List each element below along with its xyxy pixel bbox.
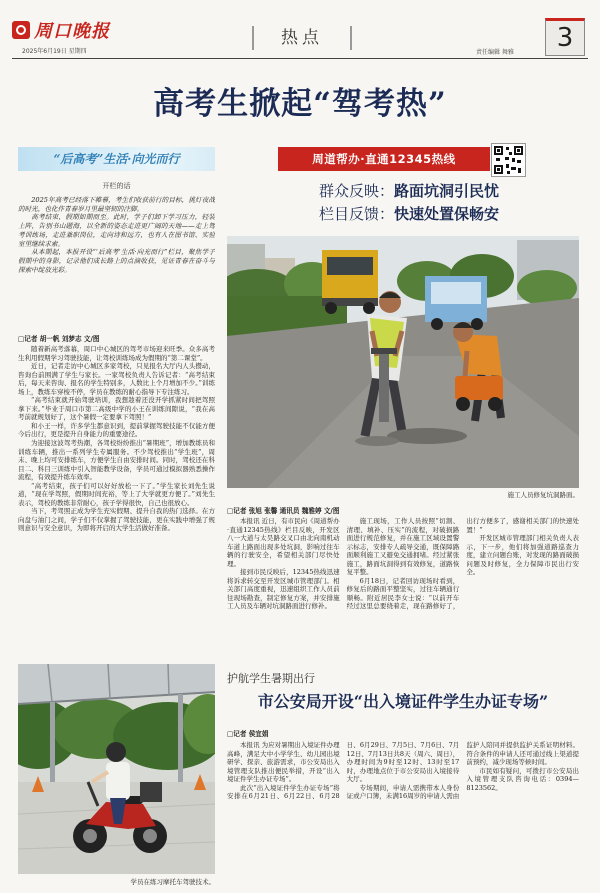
intro-paragraph: 2025年高考已经落下帷幕，考生们收获前行的目标，挑灯夜战的时光，也化作青春岁月里最坚韧的注脚。 — [18, 196, 215, 213]
page-number: 3 — [545, 18, 585, 56]
feedback-title: 快速处置保畅安 — [394, 205, 500, 223]
photo-caption: 施工人员修复坑洞路面。 — [507, 491, 579, 499]
qr-code-icon — [491, 143, 526, 177]
main-headline: 高考生掀起“驾考热” — [153, 86, 447, 122]
article-body — [227, 741, 579, 854]
article-kicker: 护航学生暑期出行 — [227, 672, 315, 685]
issue-date: 2025年6月19日 星期四 — [22, 48, 87, 55]
section-title: 热点 — [252, 26, 352, 50]
article-headline: 市公安局开设“出入境证件学生办证专场” — [257, 692, 549, 711]
motorcycle-training-photo — [18, 664, 215, 874]
feedback-label: 栏目反馈： — [318, 205, 394, 223]
report-label: 群众反映： — [318, 182, 394, 200]
body-paragraph: 和小王一样，许多学生都意识到，提前掌握驾驶技能不仅能方便今后出行，更是提升自身能力的重要途径。 — [18, 421, 215, 439]
report-title: 路面坑洞引民忧 — [394, 182, 500, 200]
body-paragraph: 近日，记者走访中心城区多家驾校，只见报名大厅内人头攒动，咨询台前围满了学生与家长。一家驾校负责人告诉记者：“高考结束后，每天来咨询、报名的学生特别多，人数比上个月增加不少。”训练场上，教练车穿梭不停，学员在教练的耐心指导下专注练习。 — [18, 362, 215, 396]
logo-icon — [12, 21, 30, 39]
body-paragraph: “高考结束就开始驾驶培训，我想趁着还没开学抓紧时间把驾照拿下来。”毕业于周口市第二高级中学的小王在训练间隙说，“我在高考前就规划好了，这个暑假一定要拿下驾照！” — [18, 396, 215, 422]
hotline-banner: 周道帮办·直通12345热线 — [278, 147, 490, 171]
body-paragraph: 专场期间，申请人需携带本人身份证或户口簿，未满16周岁的申请人需由监护人陪同并提供监护关系证明材料。符合条件的申请人还可通过线上渠道提前预约，减少现场等候时间。 — [346, 741, 579, 801]
column-intro-title: 开栏的话 — [102, 182, 131, 190]
intro-paragraph: 高考结束，假期如期而至。此时，学子们卸下学习压力，轻装上阵，告别书山题海，以全新的姿态走进更广阔的天地——走上驾考训练场，走进兼职岗位，走向诗和远方，也有人在图书馆、实验室里继续求索。 — [18, 213, 215, 248]
body-paragraph: 本报讯 为应对暑期出入境证件办理高峰，满足大中小学学生、幼儿园出境研学、探亲、旅游需求，市公安局出入境管理支队推出便民举措，开设“出入境证件学生办证专场”。 — [227, 741, 340, 784]
article-body — [18, 345, 215, 658]
article-byline: □记者 侯宜娟 — [227, 730, 269, 738]
road-repair-photo — [227, 236, 579, 488]
body-paragraph: 随着新高考落幕，周口中心城区的驾考市场迎来旺季。众多高考生利用假期学习驾驶技能，让驾校训练场成为假期的“第二课堂”。 — [18, 345, 215, 362]
header-divider — [12, 58, 588, 59]
column-banner: “后高考”生活·向光而行 — [18, 147, 215, 171]
body-paragraph: 为迎接这波驾考热潮，各驾校纷纷推出“暑期班”，增加教练员和训练车辆，推出一系列学生专属服务。不少驾校推出“学生班”，周末、晚上均可安排练车，方便学生自由安排时间。同时，驾校还在科目二、科目三训练中引入智能教学设备，学员可通过模拟器熟悉操作流程，有效提升练车效率。 — [18, 439, 215, 482]
column-intro — [18, 196, 215, 328]
body-paragraph: 市民如有疑问，可拨打市公安局出入境管理支队咨询电话：0394—8123562。 — [466, 766, 579, 792]
body-paragraph: 开发区城市管理部门相关负责人表示，下一步，他们将加强道路巡查力度，建立问题台账，对发现的路面破损问题及时修复，全力保障市民出行安全。 — [466, 534, 579, 577]
body-paragraph: 此次“出入境证件学生办证专场”将安排在6月21日、6月22日、6月28日、6月29日、7月5日、7月6日、7月12日、7月13日共8天（周六、周日），办理时间为9时至12时、13时至17时，办理地点位于市公安局出入境接待大厅。 — [227, 741, 460, 801]
body-paragraph: “高考结束，孩子们可以好好放松一下了。”学生家长刘先生说道，“现在学驾照，假期时间充裕，等上了大学就更方便了。”刘先生表示，驾校的教练非常耐心，孩子学得很快，自己也很放心。 — [18, 481, 215, 507]
editor-credit: 责任编辑 舞雅 — [476, 49, 514, 56]
article-body — [227, 517, 579, 654]
feedback-line — [278, 203, 540, 224]
body-paragraph: 6月18日，记者回访现场时看到，修复后的路面平整坚实，过往车辆通行顺畅。附近居民李女士说：“以前开车经过这里总要绕着走，现在路修好了，出行方便多了，感谢相关部门的快速处置！” — [346, 517, 579, 611]
article-byline: □记者 张旭 张馨 通讯员 魏雅婷 文/图 — [227, 507, 340, 515]
body-paragraph: 施工现场，工作人员按照“切割、清理、填补、压实”的流程，对破损路面进行规范修复，并在施工区域设置警示标志，安排专人疏导交通，既保障路面顺利施工又避免交通拥堵。经过紧张施工，路面坑洞得到有效修复，道路恢复平整。 — [346, 517, 460, 577]
logo-text: 周口晚报 — [34, 21, 110, 42]
report-line — [278, 180, 540, 201]
article-byline: □记者 胡一帆 刘梦志 文/图 — [18, 335, 100, 343]
body-paragraph: 当下，考驾照正成为学生充实假期、提升自我的热门选择。在方向盘与油门之间，学子们不仅掌握了驾驶技能，更在实践中增强了规则意识与安全意识，为即将开启的大学生活做好准备。 — [18, 507, 215, 533]
photo-caption: 学员在练习摩托车驾驶技术。 — [130, 878, 215, 886]
body-paragraph: 接到市民反映后，12345热线迅速将诉求转交至开发区城市管理部门。相关部门高度重视，迅速组织工作人员前往现场勘查，制定修复方案，并安排施工人员及车辆对坑洞路面进行修补。 — [227, 568, 340, 611]
newspaper-logo — [12, 16, 110, 44]
body-paragraph: 本报讯 近日，有市民向《周道帮办·直通12345热线》栏目反映，开发区八一大道与太昊路交叉口由北向南机动车道上路面出现多处坑洞，影响过往车辆的行驶安全，希望相关部门尽快处理。 — [227, 517, 340, 568]
intro-paragraph: 从本期起，本报开设“‘后高考’生活·向光而行”栏目，聚焦学子假期中的身影，记录他们成长路上的点滴收获，见证青春在奋斗与探索中绽放光彩。 — [18, 248, 215, 274]
